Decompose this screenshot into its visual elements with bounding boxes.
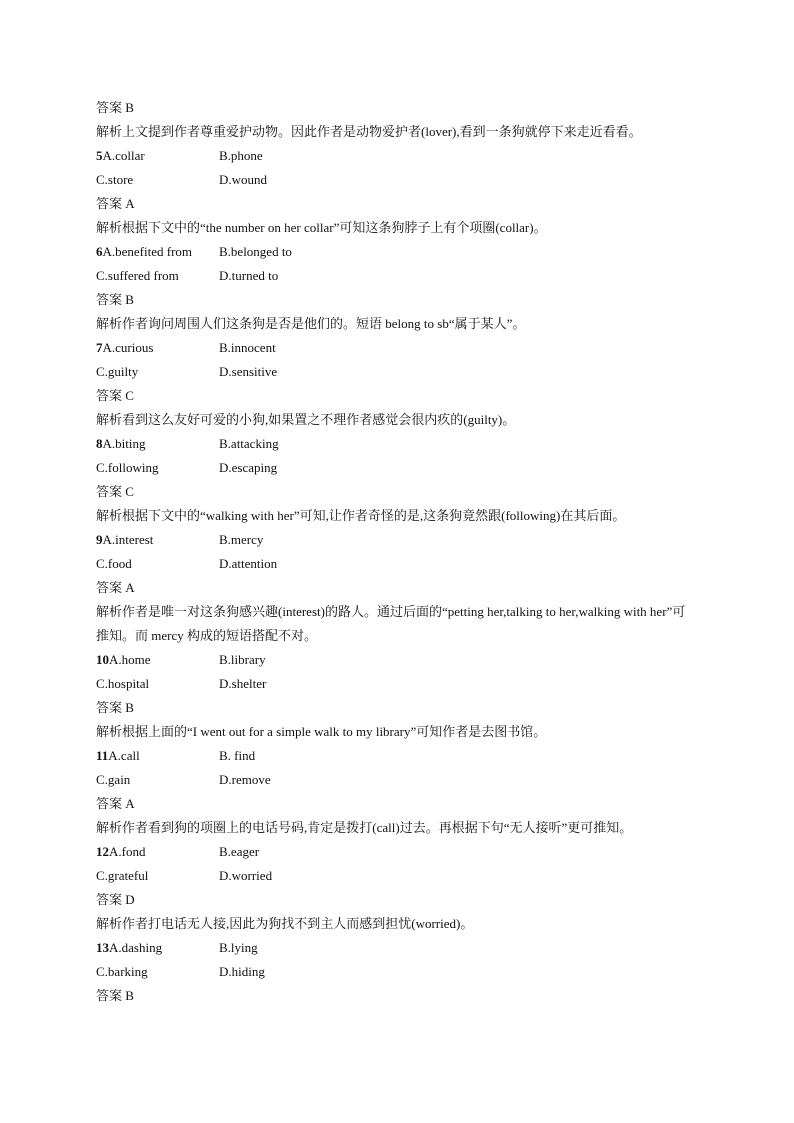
question-9-answer-line [96,576,696,600]
question-12-options-row-1 [96,840,696,864]
question-11-option-a [96,744,219,768]
question-13-option-a [96,936,219,960]
explanation-label: 解析 [96,916,123,931]
answer-value: C [125,388,134,403]
explanation-text: 上文提到作者尊重爱护动物。因此作者是动物爱护者(lover),看到一条狗就停下来走近看看。 [122,124,642,139]
answer-label: 答案 [96,292,123,307]
option-text: A.interest [102,532,154,547]
document-body [96,96,696,1008]
question-number: 12 [96,844,109,859]
answer-label: 答案 [96,196,123,211]
answer-label: 答案 [96,892,123,907]
explanation-label: 解析 [96,724,123,739]
option-text: A.home [109,652,151,667]
question-11-options-row-1 [96,744,696,768]
question-6-options-row-1 [96,240,696,264]
question-9-options-row-2 [96,552,696,576]
answer-value: B [125,700,134,715]
question-12-option-b: B.eager [219,844,260,859]
question-12-explanation [96,912,694,936]
answer-label: 答案 [96,988,123,1003]
question-number: 7 [96,340,103,355]
answer-value: B [125,100,134,115]
question-9-option-b: B.mercy [219,532,264,547]
question-number: 10 [96,652,109,667]
question-7-options-row-2 [96,360,696,384]
question-10-option-a [96,648,219,672]
question-number: 11 [96,748,109,763]
question-13-option-b: B.lying [219,940,258,955]
question-8-explanation [96,504,694,528]
question-11-options-row-2 [96,768,696,792]
question-6-option-b: B.belonged to [219,244,292,259]
question-6-option-c: C.suffered from [96,268,179,283]
answer-label: 答案 [96,484,123,499]
question-10-answer-line [96,696,696,720]
question-7-option-b: B.innocent [219,340,276,355]
question-7-answer-line [96,384,696,408]
question-5-option-c: C.store [96,172,134,187]
question-8-answer-line [96,480,696,504]
question-12-option-c: C.grateful [96,868,149,883]
explanation-text: 根据下文中的“the number on her collar”可知这条狗脖子上有个项圈(collar)。 [122,220,547,235]
question-7-option-c: C.guilty [96,364,139,379]
answer-label: 答案 [96,796,123,811]
question-8-option-b: B.attacking [219,436,279,451]
question-13-answer-line [96,984,696,1008]
question-8-option-c: C.following [96,460,159,475]
question-8-options-row-1 [96,432,696,456]
question-7-option-d: D.sensitive [219,364,278,379]
answer-value: B [125,292,134,307]
question-6-option-a [96,240,219,264]
question-9-explanation [96,600,694,648]
question-10-option-c: C.hospital [96,676,150,691]
option-text: A.dashing [109,940,163,955]
question-7-options-row-1 [96,336,696,360]
question-list [96,144,696,1008]
answer-label: 答案 [96,700,123,715]
question-13-options-row-2 [96,960,696,984]
question-5-option-a [96,144,219,168]
question-7-explanation [96,408,694,432]
explanation-text: 作者询问周围人们这条狗是否是他们的。短语 belong to sb“属于某人”。 [122,316,526,331]
question-11-option-c: C.gain [96,772,131,787]
explanation-text: 作者看到狗的项圈上的电话号码,肯定是拨打(call)过去。再根据下句“无人接听”更可推知。 [122,820,633,835]
answer-value: D [125,892,135,907]
question-5-answer-line [96,192,696,216]
explanation-text: 根据下文中的“walking with her”可知,让作者奇怪的是,这条狗竟然跟(following)在其后面。 [122,508,626,523]
question-8-option-a [96,432,219,456]
answer-value: A [125,796,135,811]
answer-value: B [125,988,134,1003]
question-11-explanation [96,816,694,840]
question-11-option-d: D.remove [219,772,271,787]
question-11-answer-line [96,792,696,816]
answer-label: 答案 [96,388,123,403]
question-12-options-row-2 [96,864,696,888]
question-13-option-c: C.barking [96,964,148,979]
answer-value: C [125,484,134,499]
explanation-label: 解析 [96,124,123,139]
question-number: 13 [96,940,109,955]
answer-line [96,96,696,120]
question-11-option-b: B. find [219,748,256,763]
question-9-option-d: D.attention [219,556,278,571]
explanation-label: 解析 [96,220,123,235]
answer-label: 答案 [96,100,123,115]
question-5-options-row-2 [96,168,696,192]
question-10-options-row-2 [96,672,696,696]
question-5-option-d: D.wound [219,172,268,187]
explanation-label: 解析 [96,508,123,523]
question-6-option-d: D.turned to [219,268,279,283]
question-10-option-b: B.library [219,652,266,667]
question-number: 9 [96,532,103,547]
option-text: A.benefited from [102,244,193,259]
explanation-line [96,120,696,144]
answer-value: A [125,580,135,595]
option-text: A.call [108,748,140,763]
question-12-option-a [96,840,219,864]
question-5-explanation [96,216,694,240]
question-9-option-c: C.food [96,556,132,571]
question-10-explanation [96,720,694,744]
explanation-label: 解析 [96,604,123,619]
question-number: 8 [96,436,103,451]
question-8-option-d: D.escaping [219,460,278,475]
explanation-text: 看到这么友好可爱的小狗,如果置之不理作者感觉会很内疚的(guilty)。 [122,412,516,427]
explanation-label: 解析 [96,412,123,427]
option-text: A.curious [102,340,154,355]
question-10-option-d: D.shelter [219,676,267,691]
answer-value: A [125,196,135,211]
question-6-explanation [96,312,694,336]
question-6-options-row-2 [96,264,696,288]
question-9-option-a [96,528,219,552]
question-7-option-a [96,336,219,360]
explanation-label: 解析 [96,316,123,331]
question-9-options-row-1 [96,528,696,552]
explanation-label: 解析 [96,820,123,835]
option-text: A.collar [102,148,145,163]
question-12-answer-line [96,888,696,912]
question-6-answer-line [96,288,696,312]
explanation-text: 作者是唯一对这条狗感兴趣(interest)的路人。通过后面的“petting her,talking to her,walking with her”可推知。而 mercy 构成的短语搭配不对。 [96,604,686,643]
answer-label: 答案 [96,580,123,595]
question-10-options-row-1 [96,648,696,672]
question-13-options-row-1 [96,936,696,960]
question-13-option-d: D.hiding [219,964,265,979]
explanation-text: 作者打电话无人接,因此为狗找不到主人而感到担忧(worried)。 [122,916,474,931]
question-5-option-b: B.phone [219,148,263,163]
question-12-option-d: D.worried [219,868,273,883]
question-5-options-row-1 [96,144,696,168]
question-8-options-row-2 [96,456,696,480]
question-number: 6 [96,244,103,259]
option-text: A.fond [109,844,146,859]
question-number: 5 [96,148,103,163]
option-text: A.biting [102,436,146,451]
explanation-text: 根据上面的“I went out for a simple walk to my library”可知作者是去图书馆。 [122,724,547,739]
